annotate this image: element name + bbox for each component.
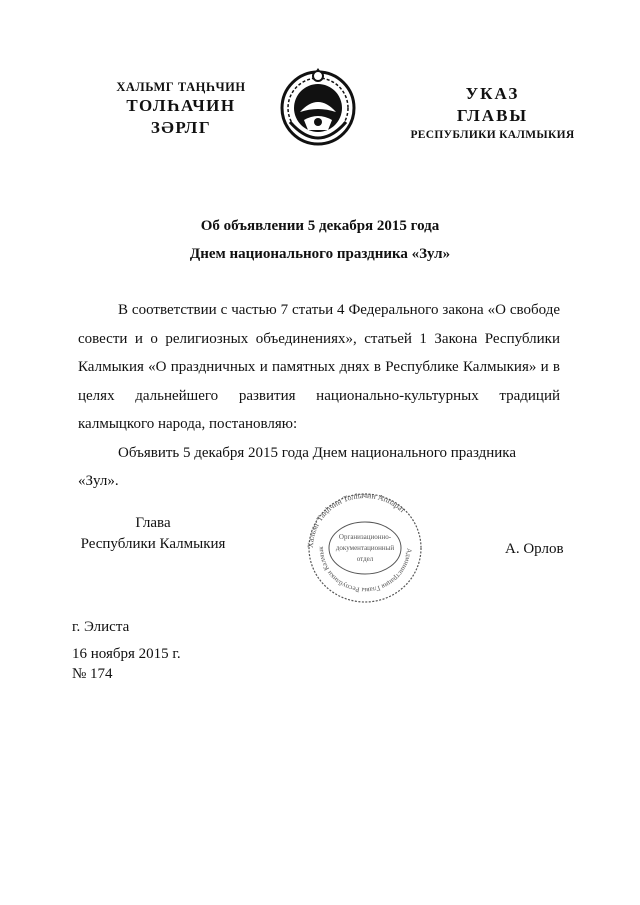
stamp-center-line2: документационный bbox=[335, 544, 395, 552]
signatory-name: А. Орлов bbox=[505, 541, 564, 557]
header-left-line1: ХАЛЬМГ ТАҢҺЧИН bbox=[116, 80, 246, 94]
body-paragraph-2: Объявить 5 декабря 2015 года Днем национального праздника «Зул». bbox=[78, 444, 517, 489]
decree-body bbox=[78, 296, 560, 496]
signatory-title-line1: Глава bbox=[135, 515, 171, 531]
header-left-kalmyk bbox=[96, 80, 266, 137]
stamp-center-line3: отдел bbox=[356, 555, 374, 563]
header-right-line2: ГЛАВЫ bbox=[456, 105, 529, 125]
footer-number: № 174 bbox=[72, 666, 113, 682]
footer-date: 16 ноября 2015 г. bbox=[72, 646, 181, 662]
signatory-title-line2: Республики Калмыкия bbox=[80, 536, 226, 552]
stamp-ring-text: Администрация Главы Республики Калмык bbox=[316, 546, 414, 595]
coat-of-arms-emblem-icon bbox=[278, 62, 358, 150]
stamp-outer-text: Хальмг Таңһчин Толһачин Аппарат bbox=[305, 492, 408, 549]
header-left-line3: ЗӘРЛГ bbox=[150, 117, 212, 137]
decree-title-line1: Об объявлении 5 декабря 2015 года bbox=[200, 218, 440, 234]
header-right-line3: РЕСПУБЛИКИ КАЛМЫКИЯ bbox=[410, 129, 575, 142]
signatory-title bbox=[78, 513, 228, 555]
header-right-russian bbox=[405, 84, 580, 142]
official-stamp bbox=[305, 492, 425, 604]
footer-city: г. Элиста bbox=[72, 619, 130, 635]
stamp-center-line1: Организационно- bbox=[338, 533, 392, 541]
decree-title-line2: Днем национального праздника «Зул» bbox=[189, 246, 451, 262]
header-left-line2: ТОЛҺАЧИН bbox=[126, 96, 236, 116]
body-paragraph-1: В соответствии с частью 7 статьи 4 Федерального закона «О свободе совести и о религиозных объединениях», статьей 1 Закона Республики Калмыкия «О праздничных и памятных днях в Республике Калмыкия» и в целях дальнейшего развития национально-культурных традиций калмыцкого народа, постановляю: bbox=[78, 302, 560, 432]
header-right-line1: УКАЗ bbox=[465, 84, 520, 103]
